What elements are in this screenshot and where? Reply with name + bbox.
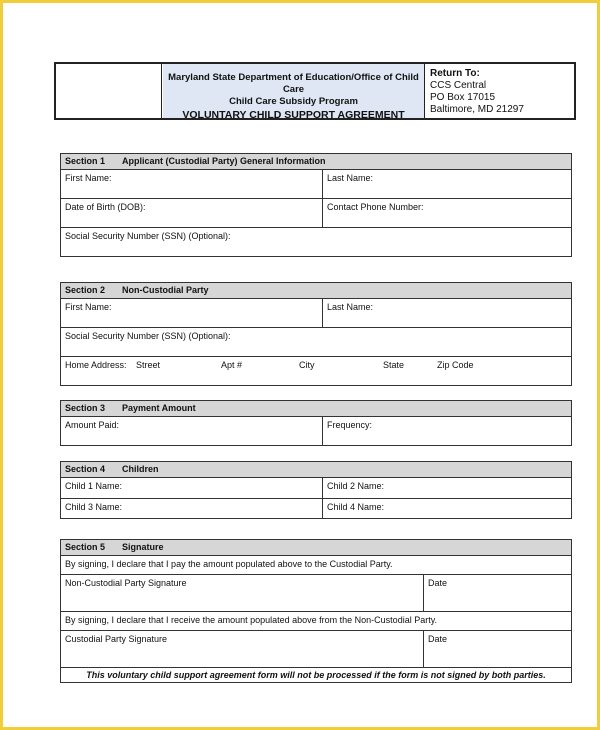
section-3-number: Section 3 — [65, 403, 106, 413]
section-1-number: Section 1 — [65, 156, 106, 166]
agency-line-1: Maryland State Department of Education/Office of Child Care — [168, 72, 419, 95]
s1-dob-field[interactable]: Date of Birth (DOB): — [65, 202, 146, 212]
form-page — [3, 3, 597, 727]
section-2-title: Non-Custodial Party — [122, 285, 209, 295]
form-header — [54, 62, 576, 120]
frequency-field[interactable]: Frequency: — [322, 417, 571, 445]
logo-box — [56, 64, 162, 118]
section-1 — [60, 153, 572, 257]
s5-cp-signature-row — [61, 631, 571, 668]
s1-first-name-field[interactable]: First Name: — [65, 173, 112, 183]
section-5 — [60, 539, 572, 683]
s2-row-names — [61, 299, 571, 328]
amount-paid-field[interactable]: Amount Paid: — [65, 420, 120, 430]
section-5-title: Signature — [122, 542, 164, 552]
section-4 — [60, 461, 572, 519]
section-3-header — [61, 401, 571, 417]
return-line-3: Baltimore, MD 21297 — [430, 104, 524, 115]
return-label: Return To: — [430, 68, 480, 79]
s1-ssn-field[interactable]: Social Security Number (SSN) (Optional): — [65, 231, 231, 241]
s5-declare-pay-row — [61, 556, 571, 575]
ncp-date-field[interactable]: Date — [423, 575, 571, 611]
city-label: City — [299, 360, 315, 370]
return-line-1: CCS Central — [430, 80, 487, 91]
s3-row — [61, 417, 571, 445]
return-address — [430, 68, 570, 116]
section-3 — [60, 400, 572, 446]
child-1-field[interactable]: Child 1 Name: — [65, 481, 123, 491]
form-title: VOLUNTARY CHILD SUPPORT AGREEMENT — [182, 109, 405, 121]
state-label: State — [383, 360, 405, 370]
apt-label: Apt # — [221, 360, 243, 370]
section-4-header — [61, 462, 571, 478]
child-3-field[interactable]: Child 3 Name: — [65, 502, 123, 512]
section-4-title: Children — [122, 464, 159, 474]
declare-receive-text: By signing, I declare that I receive the amount populated above from the Non-Custodial Party. — [65, 615, 438, 625]
home-address-label: Home Address: — [65, 360, 127, 370]
s1-phone-field[interactable]: Contact Phone Number: — [322, 199, 571, 227]
s5-declare-receive-row — [61, 612, 571, 631]
agency-block — [163, 64, 425, 121]
section-1-title: Applicant (Custodial Party) General Information — [122, 156, 326, 166]
agency-line-2: Child Care Subsidy Program — [229, 96, 358, 107]
processing-note: This voluntary child support agreement form will not be processed if the form is not signed by both parties. — [86, 670, 546, 680]
s1-last-name-field[interactable]: Last Name: — [322, 170, 571, 198]
s2-last-name-field[interactable]: Last Name: — [322, 299, 571, 327]
child-2-field[interactable]: Child 2 Name: — [322, 478, 571, 498]
section-5-header — [61, 540, 571, 556]
section-2-number: Section 2 — [65, 285, 106, 295]
s1-row-names — [61, 170, 571, 199]
section-5-number: Section 5 — [65, 542, 106, 552]
street-label: Street — [136, 360, 161, 370]
s5-ncp-signature-row — [61, 575, 571, 612]
cp-date-field[interactable]: Date — [423, 631, 571, 667]
section-2 — [60, 282, 572, 386]
s4-row-1 — [61, 478, 571, 499]
s2-home-address-field[interactable] — [61, 357, 571, 385]
cp-signature-field[interactable]: Custodial Party Signature — [65, 634, 168, 644]
s1-row-ssn — [61, 228, 571, 256]
section-4-number: Section 4 — [65, 464, 106, 474]
ncp-signature-field[interactable]: Non-Custodial Party Signature — [65, 578, 187, 588]
s1-row-dob — [61, 199, 571, 228]
section-3-title: Payment Amount — [122, 403, 196, 413]
section-1-header — [61, 154, 571, 170]
s2-ssn-field[interactable]: Social Security Number (SSN) (Optional): — [65, 331, 231, 341]
child-4-field[interactable]: Child 4 Name: — [322, 499, 571, 518]
s2-first-name-field[interactable]: First Name: — [65, 302, 112, 312]
s2-row-ssn — [61, 328, 571, 357]
zip-label: Zip Code — [437, 360, 474, 370]
section-2-header — [61, 283, 571, 299]
declare-pay-text: By signing, I declare that I pay the amount populated above to the Custodial Party. — [65, 559, 393, 569]
return-line-2: PO Box 17015 — [430, 92, 496, 103]
s4-row-2 — [61, 499, 571, 518]
